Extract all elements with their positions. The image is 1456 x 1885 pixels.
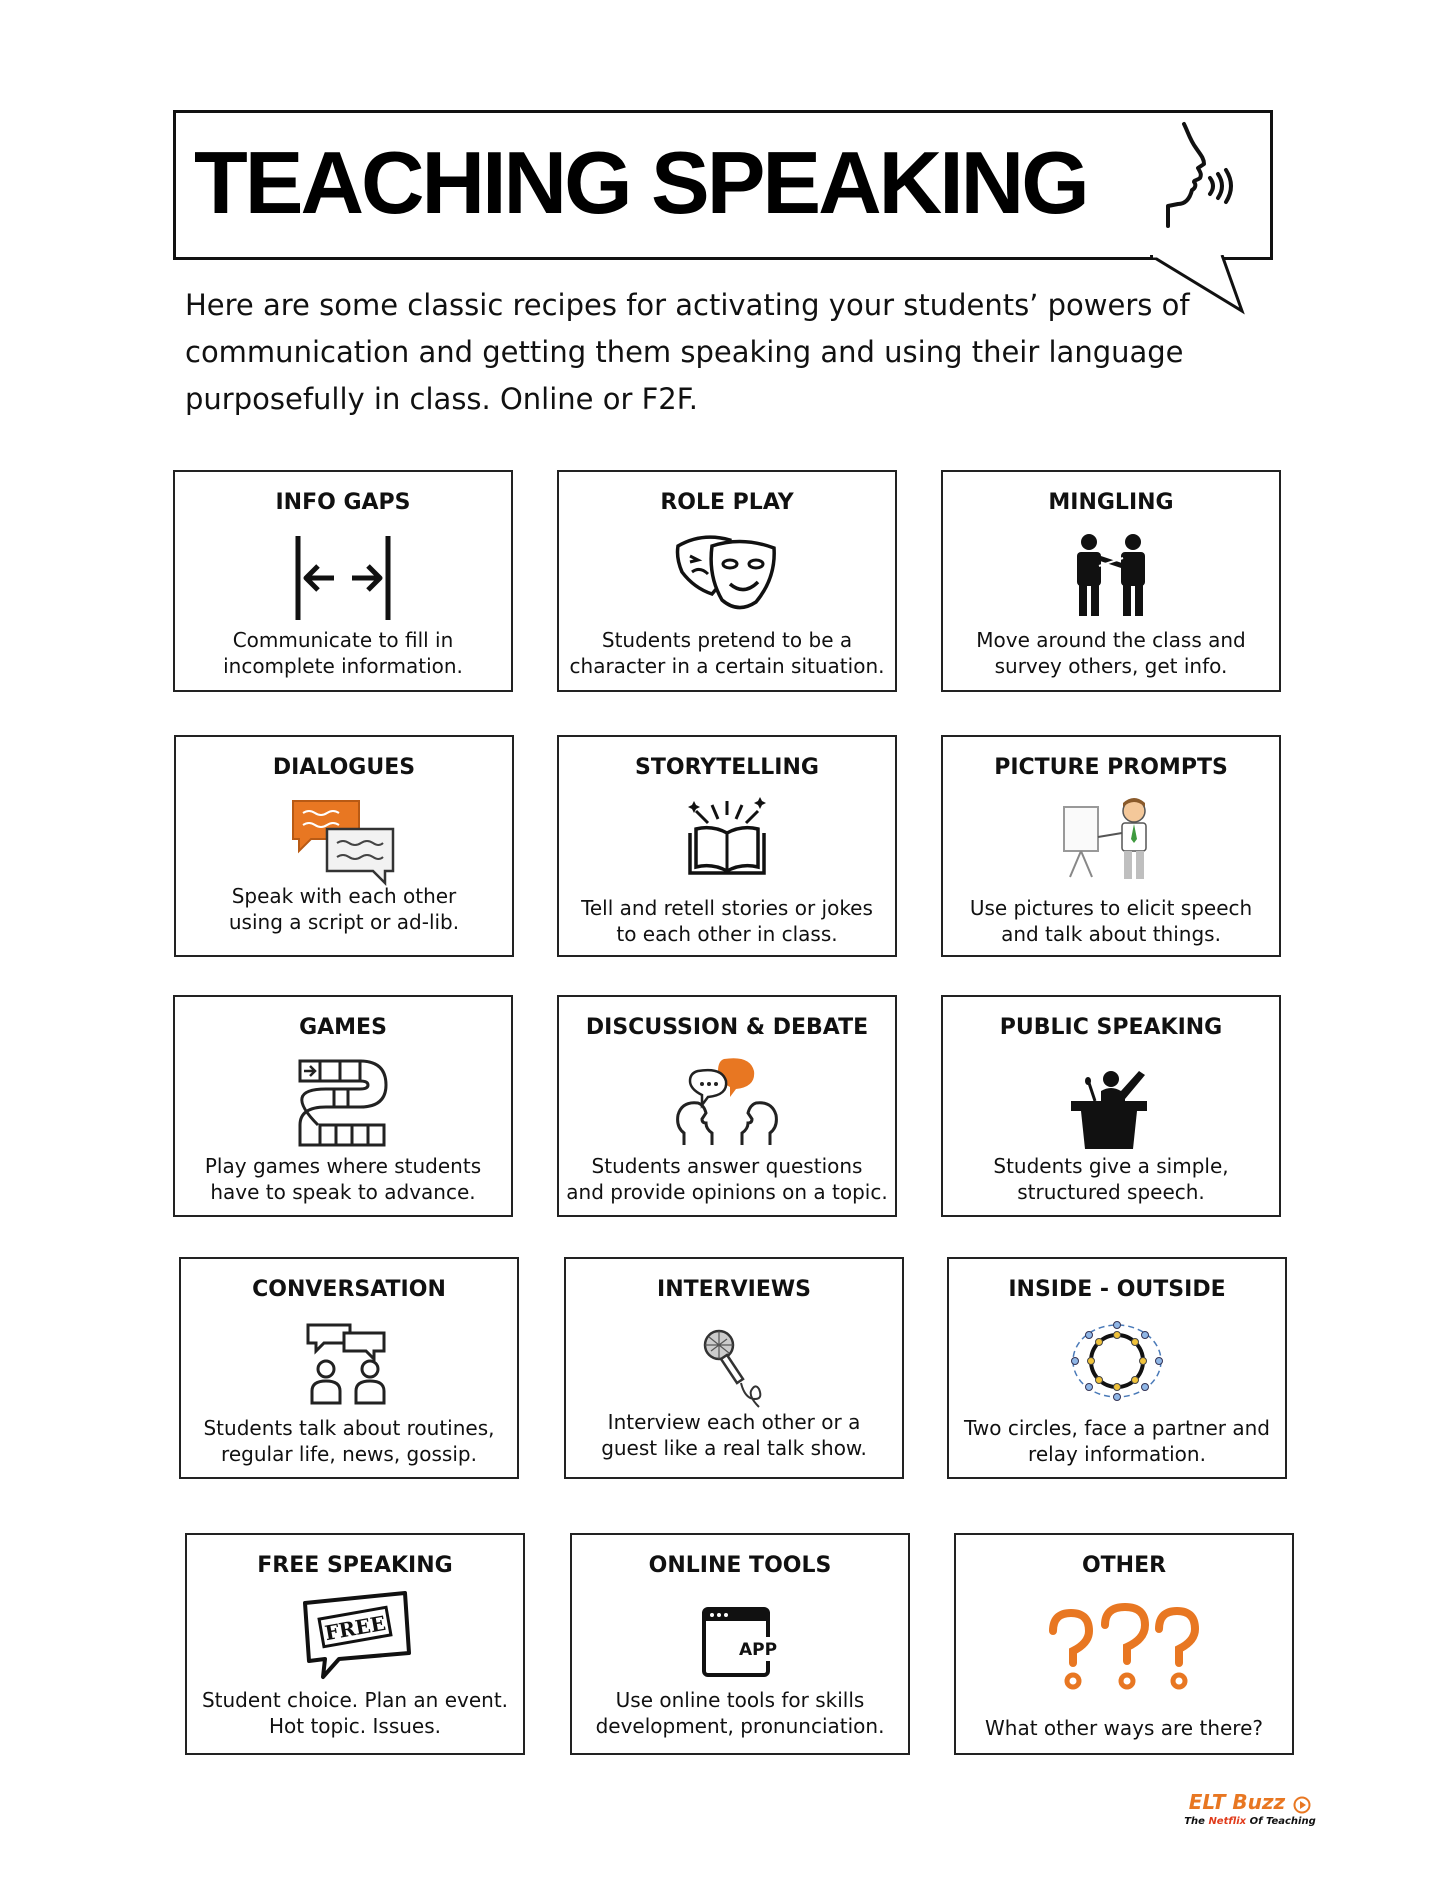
card-desc-line: guest like a real talk show.	[601, 1436, 867, 1460]
card-title: INFO GAPS	[275, 490, 411, 515]
brand-tagline-part: Of Teaching	[1246, 1816, 1316, 1827]
card-desc	[565, 1153, 889, 1205]
card-desc-line: relay information.	[1028, 1442, 1206, 1466]
card-desc	[572, 1409, 896, 1461]
podium-speaker-icon	[1061, 1057, 1161, 1149]
card-desc-line: Play games where students	[204, 1154, 482, 1178]
card-desc	[182, 883, 506, 935]
board-game-icon	[296, 1057, 390, 1149]
arrows-between-walls-icon	[288, 532, 398, 624]
card-desc	[187, 1415, 511, 1467]
card-desc-line: Students answer questions	[591, 1154, 863, 1178]
card-desc-line: Hot topic. Issues.	[268, 1714, 441, 1738]
card-desc-line: and talk about things.	[1001, 922, 1221, 946]
card-desc-line: have to speak to advance.	[210, 1180, 476, 1204]
app-window-icon	[700, 1605, 780, 1681]
brand-tagline	[1180, 1816, 1320, 1827]
open-book-icon	[682, 797, 772, 883]
card-desc-line: Use pictures to elicit speech	[969, 896, 1253, 920]
intro-paragraph	[185, 282, 1245, 423]
card-title: GAMES	[299, 1015, 387, 1040]
card-desc-line: Two circles, face a partner and	[964, 1416, 1270, 1440]
card-public-speaking	[941, 995, 1281, 1217]
brand-name: ELT Buzz	[1188, 1790, 1286, 1814]
page-title: TEACHING SPEAKING	[194, 133, 1087, 232]
card-desc-line: Communicate to fill in	[232, 628, 454, 652]
card-desc-line: Student choice. Plan an event.	[201, 1688, 509, 1712]
intro-line: communication and getting them speaking and using their language	[185, 335, 1184, 369]
theater-masks-icon	[672, 532, 782, 618]
speaking-head-icon	[1160, 120, 1240, 250]
intro-line: Here are some classic recipes for activating your students’ powers of	[185, 288, 1190, 322]
card-desc-line: incomplete information.	[223, 654, 463, 678]
card-storytelling	[557, 735, 897, 957]
brand-tagline-accent: Netflix	[1208, 1816, 1247, 1827]
intro-line: purposefully in class. Online or F2F.	[185, 382, 698, 416]
people-talking-icon	[1071, 532, 1151, 618]
concentric-circles-icon	[1067, 1319, 1167, 1405]
card-desc-line: using a script or ad-lib.	[228, 910, 460, 934]
card-info-gaps	[173, 470, 513, 692]
chat-bubbles-icon	[289, 797, 399, 887]
card-desc	[565, 627, 889, 679]
card-desc	[181, 1153, 505, 1205]
presenter-board-icon	[1056, 797, 1166, 883]
card-desc-line: Use online tools for skills	[615, 1688, 865, 1712]
brand-logo[interactable]	[1180, 1790, 1320, 1827]
card-desc	[949, 1153, 1273, 1205]
card-title: INSIDE - OUTSIDE	[1008, 1277, 1226, 1302]
card-desc-line: Move around the class and	[976, 628, 1246, 652]
brand-tagline-part: The	[1184, 1816, 1209, 1827]
card-picture-prompts	[941, 735, 1281, 957]
card-free-speaking	[185, 1533, 525, 1755]
free-stamp-icon	[295, 1591, 415, 1681]
card-desc	[949, 627, 1273, 679]
card-desc	[962, 1715, 1286, 1741]
card-desc-line: character in a certain situation.	[569, 654, 885, 678]
card-desc-line: Students give a simple,	[993, 1154, 1229, 1178]
card-title: STORYTELLING	[635, 755, 819, 780]
card-desc-line: development, pronunciation.	[595, 1714, 885, 1738]
card-inside-outside	[947, 1257, 1287, 1479]
card-games	[173, 995, 513, 1217]
play-icon	[1293, 1796, 1311, 1814]
card-desc	[578, 1687, 902, 1739]
card-desc-line: to each other in class.	[616, 922, 838, 946]
card-desc-line: structured speech.	[1017, 1180, 1205, 1204]
microphone-icon	[699, 1327, 769, 1413]
card-title: FREE SPEAKING	[257, 1553, 453, 1578]
card-interviews	[564, 1257, 904, 1479]
card-discussion-debate	[557, 995, 897, 1217]
card-title: ONLINE TOOLS	[648, 1553, 832, 1578]
card-title: CONVERSATION	[252, 1277, 446, 1302]
app-badge-text: APP	[738, 1640, 778, 1660]
card-desc-line: What other ways are there?	[985, 1716, 1263, 1740]
card-desc	[949, 895, 1273, 947]
card-other	[954, 1533, 1294, 1755]
card-title: OTHER	[1081, 1553, 1167, 1578]
card-role-play	[557, 470, 897, 692]
card-desc	[565, 895, 889, 947]
two-heads-talking-icon	[672, 1057, 782, 1147]
card-desc	[955, 1415, 1279, 1467]
card-online-tools	[570, 1533, 910, 1755]
card-title: MINGLING	[1048, 490, 1174, 515]
title-box	[173, 110, 1273, 260]
free-stamp-text: FREE	[322, 1610, 388, 1646]
card-desc-line: survey others, get info.	[994, 654, 1228, 678]
card-title: PICTURE PROMPTS	[994, 755, 1228, 780]
card-desc-line: regular life, news, gossip.	[221, 1442, 477, 1466]
card-title: ROLE PLAY	[660, 490, 794, 515]
card-desc-line: Students pretend to be a	[601, 628, 853, 652]
card-desc-line: Speak with each other	[231, 884, 457, 908]
card-title: PUBLIC SPEAKING	[999, 1015, 1223, 1040]
card-title: DISCUSSION & DEBATE	[585, 1015, 869, 1040]
card-desc-line: Tell and retell stories or jokes	[581, 896, 873, 920]
card-desc	[193, 1687, 517, 1739]
question-marks-icon	[1039, 1603, 1209, 1693]
card-desc-line: Interview each other or a	[607, 1410, 861, 1434]
card-title: DIALOGUES	[272, 755, 416, 780]
card-desc	[181, 627, 505, 679]
card-conversation	[179, 1257, 519, 1479]
card-dialogues	[174, 735, 514, 957]
card-mingling	[941, 470, 1281, 692]
card-title: INTERVIEWS	[657, 1277, 811, 1302]
card-desc-line: and provide opinions on a topic.	[566, 1180, 888, 1204]
two-people-chat-icon	[304, 1319, 394, 1405]
card-desc-line: Students talk about routines,	[203, 1416, 495, 1440]
